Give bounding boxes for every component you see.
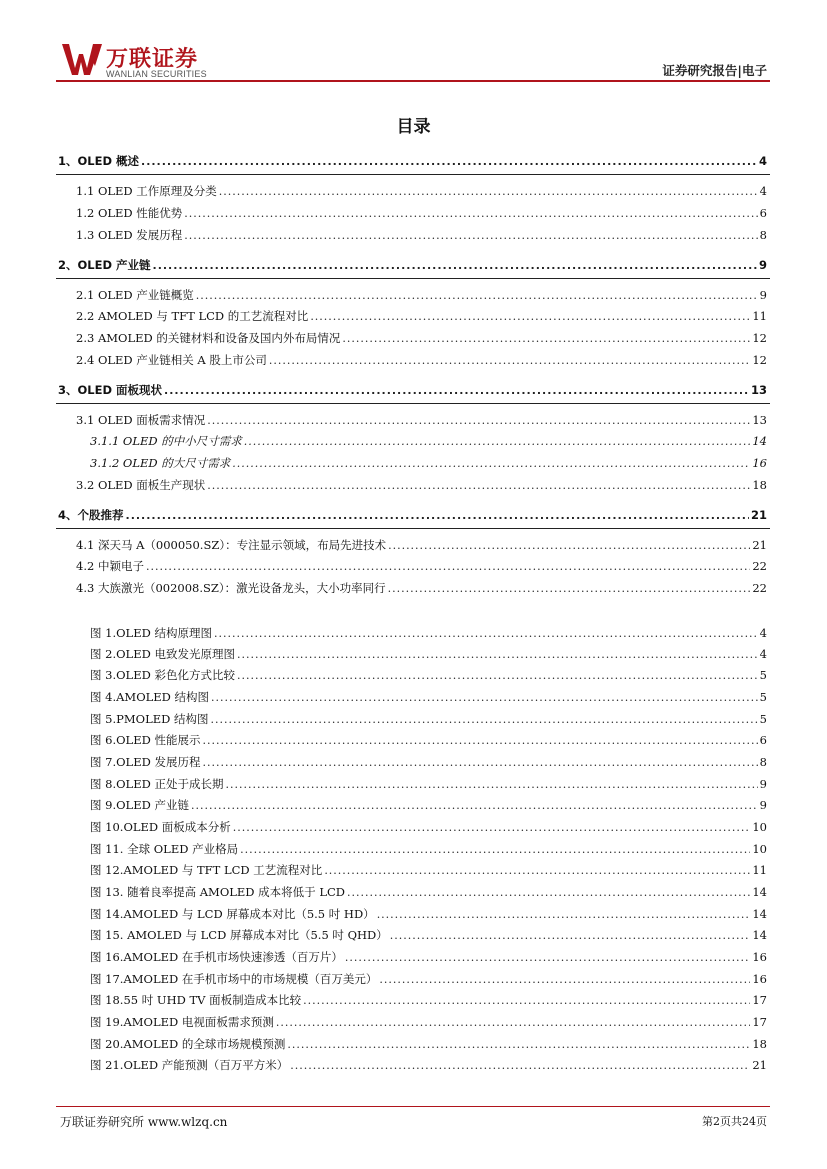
figure-page: 6 bbox=[759, 733, 767, 747]
toc-section-title: 4、个股推荐 bbox=[58, 508, 124, 522]
figure-title: 图 5.PMOLED 结构图 bbox=[90, 712, 209, 726]
toc-section[interactable] bbox=[58, 258, 767, 272]
toc-item-title: 2.2 AMOLED 与 TFT LCD 的工艺流程对比 bbox=[76, 309, 309, 323]
leader-dots bbox=[191, 800, 758, 812]
toc-subitem-title: 3.1.2 OLED 的大尺寸需求 bbox=[90, 456, 231, 470]
leader-dots bbox=[388, 583, 751, 595]
figure-item[interactable] bbox=[90, 712, 767, 726]
toc-item[interactable] bbox=[76, 228, 767, 242]
leader-dots bbox=[232, 458, 750, 470]
figure-item[interactable] bbox=[90, 907, 767, 921]
figure-item[interactable] bbox=[90, 863, 767, 877]
leader-dots bbox=[210, 714, 757, 726]
leader-dots bbox=[184, 208, 757, 220]
figure-page: 4 bbox=[759, 647, 767, 661]
figure-item[interactable] bbox=[90, 1015, 767, 1029]
figure-title: 图 21.OLED 产能预测（百万平方米） bbox=[90, 1058, 289, 1072]
toc-section[interactable] bbox=[58, 154, 767, 168]
figure-item[interactable] bbox=[90, 690, 767, 704]
figure-item[interactable] bbox=[90, 755, 767, 769]
toc-section-title: 1、OLED 概述 bbox=[58, 154, 140, 168]
figure-title: 图 17.AMOLED 在手机市场中的市场规模（百万美元） bbox=[90, 972, 378, 986]
brand-name-en: WANLIAN SECURITIES bbox=[106, 69, 207, 79]
figure-page: 5 bbox=[759, 668, 767, 682]
toc-item[interactable] bbox=[76, 478, 767, 492]
toc-item[interactable] bbox=[76, 309, 767, 323]
figure-page: 5 bbox=[759, 690, 767, 704]
figure-title: 图 8.OLED 正处于成长期 bbox=[90, 777, 224, 791]
toc-section-title: 3、OLED 面板现状 bbox=[58, 383, 163, 397]
leader-dots bbox=[146, 561, 750, 573]
leader-dots bbox=[211, 692, 758, 704]
leader-dots bbox=[377, 909, 751, 921]
toc-item-title: 1.1 OLED 工作原理及分类 bbox=[76, 184, 217, 198]
figure-title: 图 16.AMOLED 在手机市场快速渗透（百万片） bbox=[90, 950, 343, 964]
leader-dots bbox=[345, 952, 751, 964]
toc-item-title: 1.2 OLED 性能优势 bbox=[76, 206, 183, 220]
leader-dots bbox=[388, 540, 750, 552]
toc-item-title: 4.1 深天马 A（000050.SZ）：专注显示领域，布局先进技术 bbox=[76, 538, 387, 552]
leader-dots bbox=[225, 779, 757, 791]
figure-title: 图 15. AMOLED 与 LCD 屏幕成本对比（5.5 吋 QHD） bbox=[90, 928, 388, 942]
leader-dots bbox=[184, 230, 757, 242]
toc-page: 12 bbox=[752, 331, 767, 345]
leader-dots bbox=[390, 930, 751, 942]
figure-item[interactable] bbox=[90, 798, 767, 812]
figure-item[interactable] bbox=[90, 668, 767, 682]
figure-item[interactable] bbox=[90, 950, 767, 964]
figure-page: 9 bbox=[759, 798, 767, 812]
toc-page: 22 bbox=[752, 581, 767, 595]
figure-item[interactable] bbox=[90, 820, 767, 834]
figure-page: 11 bbox=[752, 863, 767, 877]
toc-page: 8 bbox=[759, 228, 767, 242]
toc-title: 目录 bbox=[396, 117, 431, 137]
figure-title: 图 4.AMOLED 结构图 bbox=[90, 690, 210, 704]
toc-subitem[interactable] bbox=[90, 434, 767, 448]
report-category: 证券研究报告|电子 bbox=[662, 63, 767, 78]
figure-item[interactable] bbox=[90, 928, 767, 942]
leader-dots bbox=[196, 290, 758, 302]
leader-dots bbox=[141, 156, 757, 168]
figure-item[interactable] bbox=[90, 1037, 767, 1051]
figure-page: 17 bbox=[752, 1015, 767, 1029]
leader-dots bbox=[237, 670, 758, 682]
leader-dots bbox=[240, 844, 750, 856]
figure-page: 14 bbox=[752, 928, 767, 942]
figure-page: 16 bbox=[752, 972, 767, 986]
toc-item[interactable] bbox=[76, 413, 767, 427]
leader-dots bbox=[324, 865, 750, 877]
leader-dots bbox=[287, 1039, 750, 1051]
leader-dots bbox=[342, 333, 750, 345]
toc-page: 11 bbox=[752, 309, 767, 323]
toc-page: 9 bbox=[758, 258, 767, 272]
leader-dots bbox=[276, 1017, 751, 1029]
leader-dots bbox=[379, 974, 750, 986]
toc-page: 13 bbox=[752, 413, 767, 427]
toc-page: 21 bbox=[752, 538, 767, 552]
figure-item[interactable] bbox=[90, 733, 767, 747]
toc-section-title: 2、OLED 产业链 bbox=[58, 258, 151, 272]
toc-page: 13 bbox=[750, 383, 767, 397]
toc-section[interactable] bbox=[58, 383, 767, 397]
figure-item[interactable] bbox=[90, 1058, 767, 1072]
toc-page: 18 bbox=[752, 478, 767, 492]
figure-title: 图 2.OLED 电致发光原理图 bbox=[90, 647, 235, 661]
section-divider bbox=[56, 528, 770, 529]
toc-page: 16 bbox=[752, 456, 767, 470]
leader-dots bbox=[153, 260, 757, 272]
figure-page: 4 bbox=[759, 626, 767, 640]
toc-item[interactable] bbox=[76, 288, 767, 302]
figure-page: 18 bbox=[752, 1037, 767, 1051]
figure-title: 图 1.OLED 结构原理图 bbox=[90, 626, 212, 640]
figure-title: 图 3.OLED 彩色化方式比较 bbox=[90, 668, 235, 682]
page-number: 第2页共24页 bbox=[702, 1115, 767, 1128]
toc-page: 6 bbox=[759, 206, 767, 220]
section-divider bbox=[56, 403, 770, 404]
figure-title: 图 20.AMOLED 的全球市场规模预测 bbox=[90, 1037, 286, 1051]
toc-item-title: 1.3 OLED 发展历程 bbox=[76, 228, 183, 242]
figure-page: 16 bbox=[752, 950, 767, 964]
figure-page: 21 bbox=[752, 1058, 767, 1072]
toc-page: 14 bbox=[752, 434, 767, 448]
leader-dots bbox=[269, 355, 750, 367]
figure-item[interactable] bbox=[90, 972, 767, 986]
toc-item-title: 2.1 OLED 产业链概览 bbox=[76, 288, 194, 302]
section-divider bbox=[56, 278, 770, 279]
toc-item[interactable] bbox=[76, 353, 767, 367]
toc-section[interactable] bbox=[58, 508, 767, 522]
toc-item-title: 2.3 AMOLED 的关键材料和设备及国内外布局情况 bbox=[76, 331, 341, 345]
leader-dots bbox=[164, 385, 749, 397]
leader-dots bbox=[347, 887, 750, 899]
toc-item[interactable] bbox=[76, 206, 767, 220]
figure-page: 17 bbox=[752, 993, 767, 1007]
figure-title: 图 6.OLED 性能展示 bbox=[90, 733, 201, 747]
leader-dots bbox=[214, 628, 758, 640]
toc-item[interactable] bbox=[76, 331, 767, 345]
figure-item[interactable] bbox=[90, 842, 767, 856]
toc-page: 4 bbox=[758, 154, 767, 168]
leader-dots bbox=[219, 186, 758, 198]
toc-item-title: 2.4 OLED 产业链相关 A 股上市公司 bbox=[76, 353, 267, 367]
leader-dots bbox=[310, 311, 750, 323]
toc-item-title: 3.1 OLED 面板需求情况 bbox=[76, 413, 206, 427]
figure-item[interactable] bbox=[90, 647, 767, 661]
toc-page: 4 bbox=[759, 184, 767, 198]
figure-page: 10 bbox=[752, 820, 767, 834]
toc-subitem-title: 3.1.1 OLED 的中小尺寸需求 bbox=[90, 434, 242, 448]
section-divider bbox=[56, 174, 770, 175]
figure-title: 图 18.55 吋 UHD TV 面板制造成本比较 bbox=[90, 993, 302, 1007]
leader-dots bbox=[290, 1060, 750, 1072]
toc-item-title: 4.2 中颖电子 bbox=[76, 559, 144, 573]
leader-dots bbox=[207, 480, 750, 492]
toc-item[interactable] bbox=[76, 538, 767, 552]
toc-page: 22 bbox=[752, 559, 767, 573]
figure-page: 10 bbox=[752, 842, 767, 856]
toc-item[interactable] bbox=[76, 581, 767, 595]
figure-title: 图 10.OLED 面板成本分析 bbox=[90, 820, 231, 834]
logo-w-mark bbox=[62, 42, 102, 76]
toc-item-title: 3.2 OLED 面板生产现状 bbox=[76, 478, 206, 492]
figure-title: 图 12.AMOLED 与 TFT LCD 工艺流程对比 bbox=[90, 863, 323, 877]
footer-divider bbox=[56, 1106, 770, 1107]
leader-dots bbox=[126, 510, 749, 522]
figure-title: 图 14.AMOLED 与 LCD 屏幕成本对比（5.5 吋 HD） bbox=[90, 907, 375, 921]
figure-page: 14 bbox=[752, 885, 767, 899]
figure-item[interactable] bbox=[90, 777, 767, 791]
leader-dots bbox=[233, 822, 751, 834]
leader-dots bbox=[202, 735, 757, 747]
figure-title: 图 13. 随着良率提高 AMOLED 成本将低于 LCD bbox=[90, 885, 345, 899]
toc-subitem[interactable] bbox=[90, 456, 767, 470]
brand-name-cn: 万联证券 bbox=[106, 47, 199, 72]
figure-page: 9 bbox=[759, 777, 767, 791]
page-header bbox=[0, 0, 827, 84]
toc-page: 21 bbox=[750, 508, 767, 522]
leader-dots bbox=[303, 995, 750, 1007]
figure-title: 图 11. 全球 OLED 产业格局 bbox=[90, 842, 239, 856]
footer-source: 万联证券研究所 www.wlzq.cn bbox=[60, 1115, 228, 1129]
figure-title: 图 19.AMOLED 电视面板需求预测 bbox=[90, 1015, 274, 1029]
toc-item[interactable] bbox=[76, 184, 767, 198]
toc-item-title: 4.3 大族激光（002008.SZ）：激光设备龙头，大小功率同行 bbox=[76, 581, 386, 595]
figure-page: 14 bbox=[752, 907, 767, 921]
toc-page: 9 bbox=[759, 288, 767, 302]
figure-item[interactable] bbox=[90, 993, 767, 1007]
leader-dots bbox=[202, 757, 757, 769]
figure-title: 图 7.OLED 发展历程 bbox=[90, 755, 201, 769]
leader-dots bbox=[237, 649, 758, 661]
toc-page: 12 bbox=[752, 353, 767, 367]
header-divider bbox=[56, 80, 770, 82]
leader-dots bbox=[244, 436, 751, 448]
figure-page: 5 bbox=[759, 712, 767, 726]
figure-item[interactable] bbox=[90, 626, 767, 640]
leader-dots bbox=[207, 415, 750, 427]
toc-item[interactable] bbox=[76, 559, 767, 573]
figure-page: 8 bbox=[759, 755, 767, 769]
figure-title: 图 9.OLED 产业链 bbox=[90, 798, 189, 812]
figure-item[interactable] bbox=[90, 885, 767, 899]
